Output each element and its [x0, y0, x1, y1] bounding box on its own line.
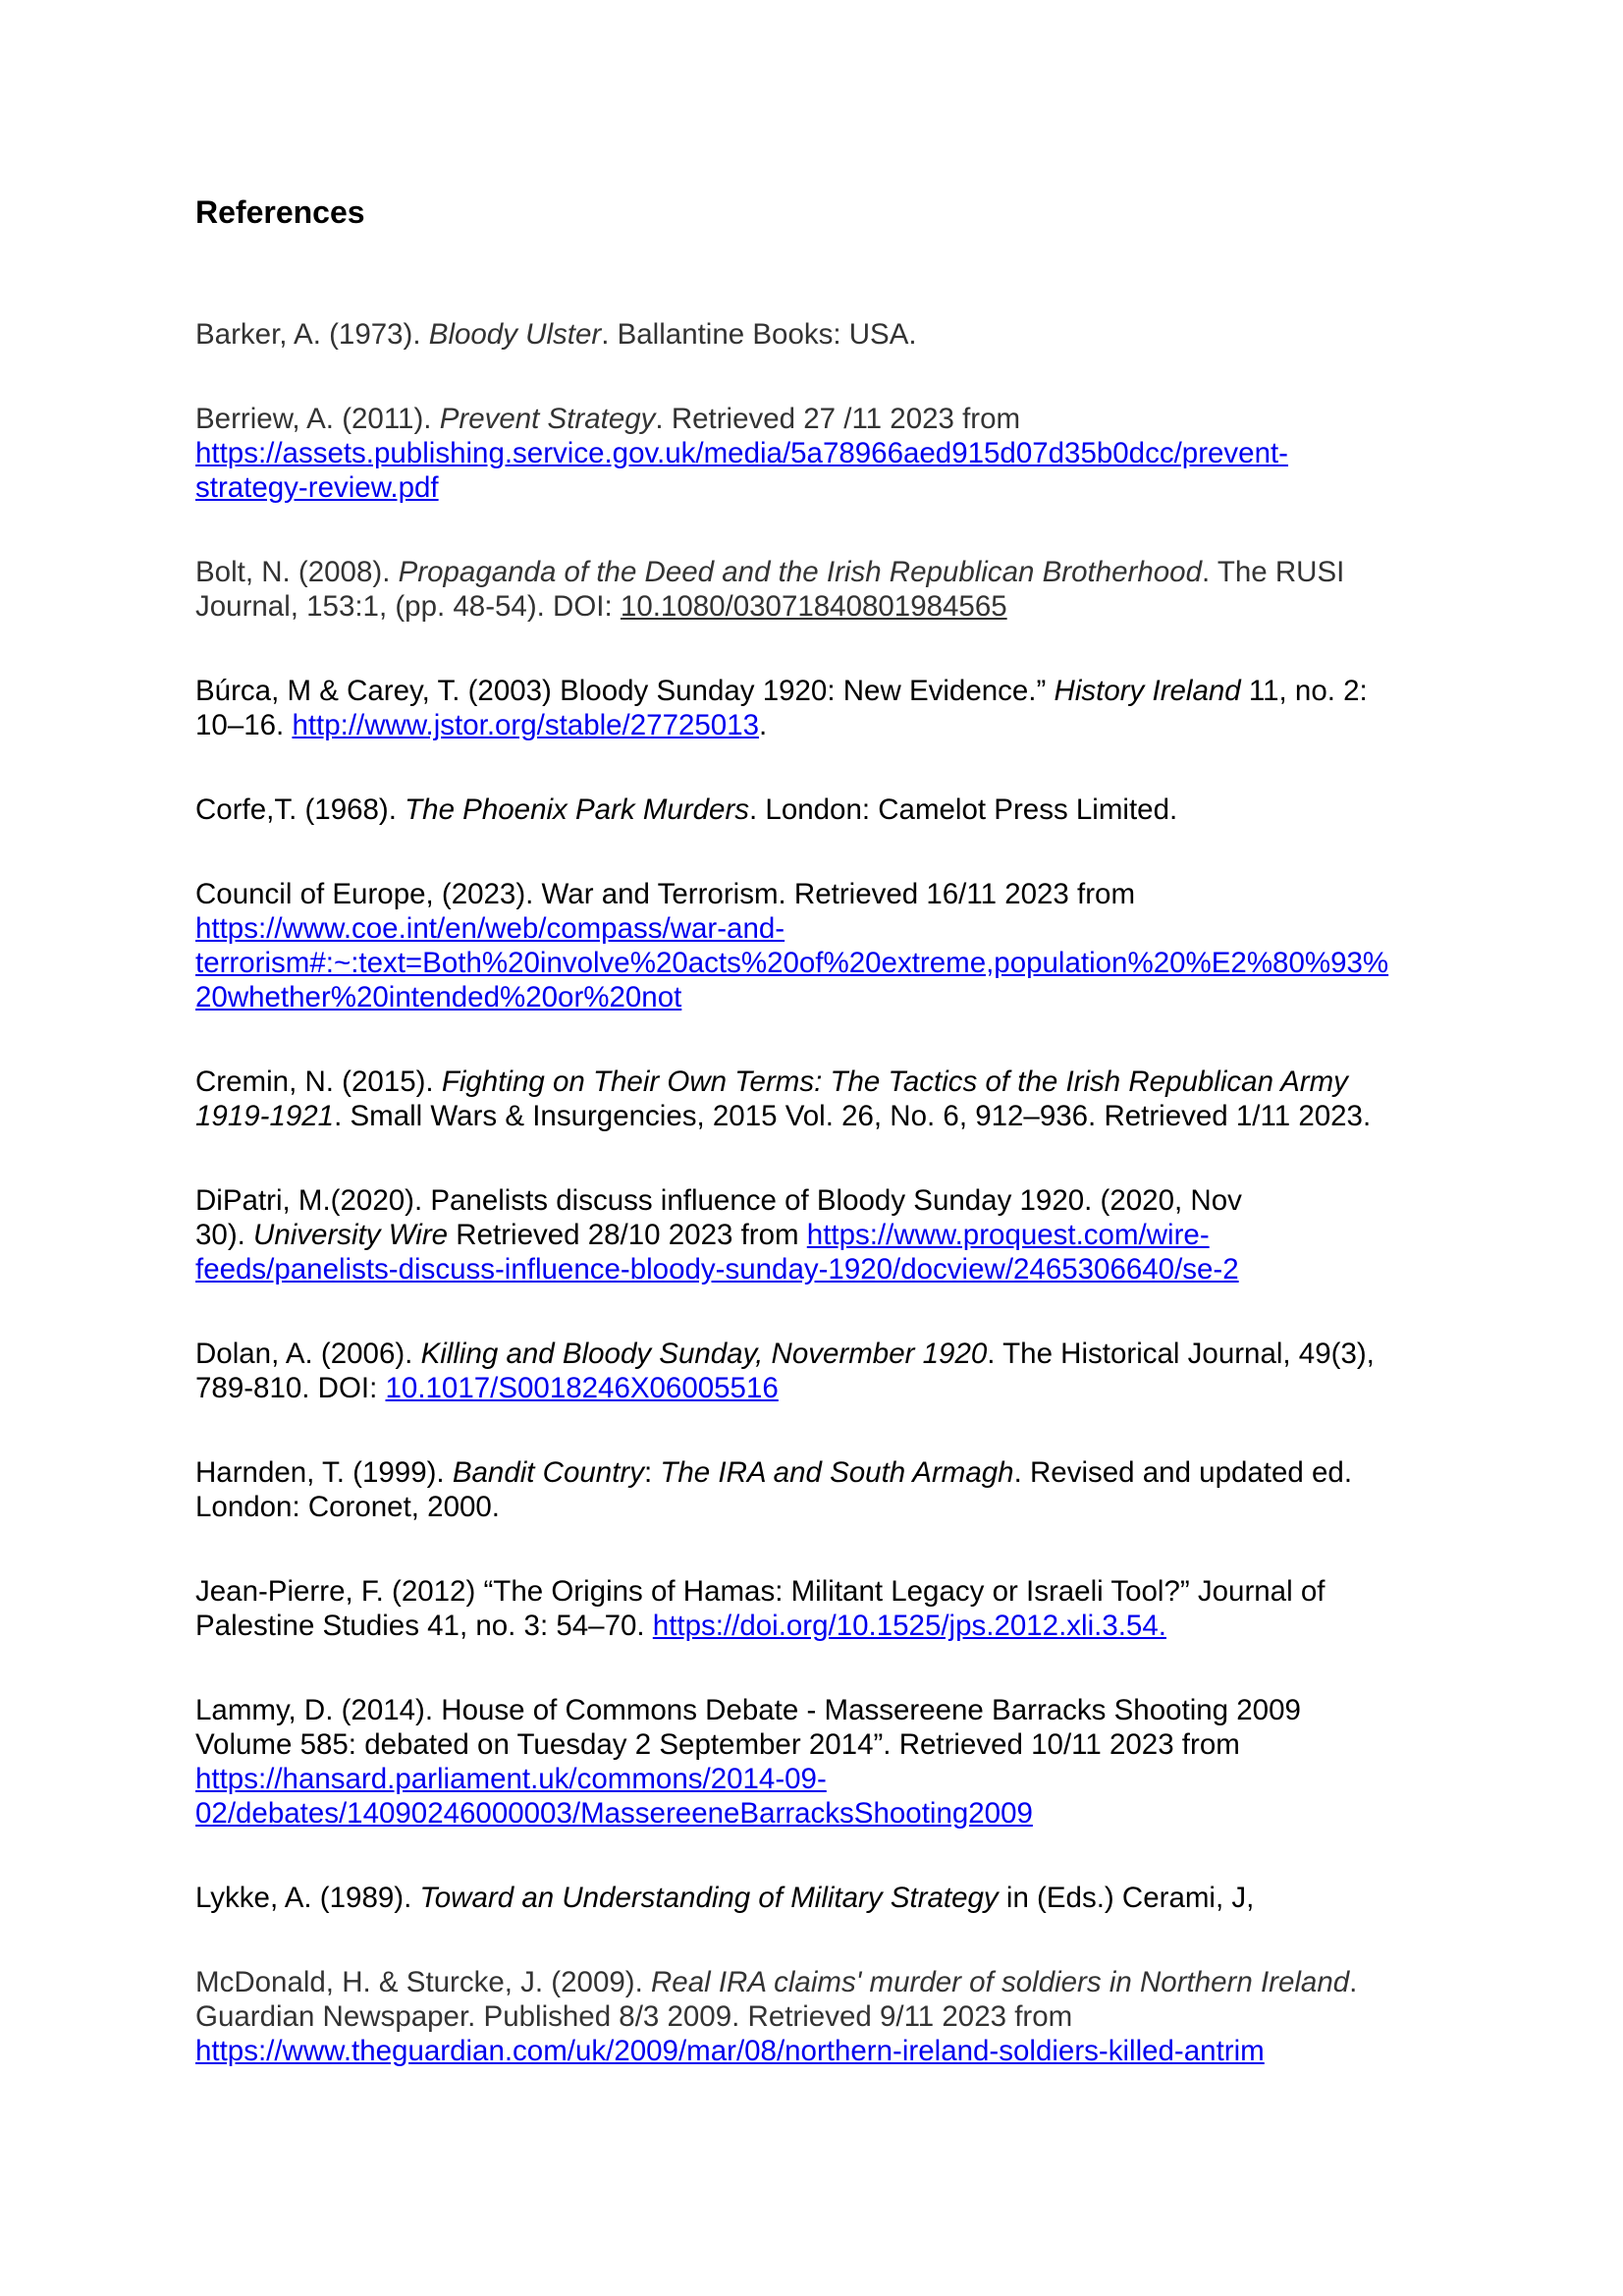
reference-link-continued[interactable]: strategy-review.pdf: [195, 471, 439, 504]
reference-entry-council-of-europe: Council of Europe, (2023). War and Terrorism. Retrieved 16/11 2023 from https://www.coe.int/en/web/compass/war-and- terrorism#:~:text=Both%20involve%20acts%20of%20extreme,population%20%E2%80%93% 20whether%20intended%20or%20not: [195, 878, 1389, 1013]
reference-entry-berriew: Berriew, A. (2011). Prevent Strategy. Retrieved 27 /11 2023 from https://assets.publishing.service.gov.uk/media/5a78966aed915d07d35b0dcc/prevent- strategy-review.pdf: [195, 403, 1289, 504]
reference-title: Toward an Understanding of Military Strategy: [419, 1882, 999, 1914]
reference-entry-lykke: Lykke, A. (1989). Toward an Understanding of Military Strategy in (Eds.) Cerami, J,: [195, 1882, 1255, 1914]
reference-title: Bandit Country: [452, 1456, 644, 1489]
reference-entry-burca: Búrca, M & Carey, T. (2003) Bloody Sunday 1920: New Evidence.” History Ireland 11, no. 2: 10–16. http://www.jstor.org/stable/27725013.: [195, 675, 1368, 741]
reference-link[interactable]: https://www.theguardian.com/uk/2009/mar/08/northern-ireland-soldiers-killed-antrim: [195, 2035, 1265, 2067]
reference-link[interactable]: https://www.coe.int/en/web/compass/war-and-: [195, 912, 785, 945]
references-heading: References: [195, 194, 365, 230]
reference-entry-dipatri: DiPatri, M.(2020). Panelists discuss influence of Bloody Sunday 1920. (2020, Nov 30). University Wire Retrieved 28/10 2023 from https://www.proquest.com/wire- feeds/panelists-discuss-influence-bloody-sunday-1920/docview/2465306640/se-2: [195, 1184, 1242, 1285]
reference-doi-link[interactable]: https://doi.org/10.1525/jps.2012.xli.3.54.: [652, 1610, 1166, 1642]
reference-title: Prevent Strategy: [439, 403, 656, 435]
reference-title: University Wire: [253, 1219, 449, 1251]
reference-entry-barker: Barker, A. (1973). Bloody Ulster. Ballantine Books: USA.: [195, 318, 917, 351]
reference-title: Fighting on Their Own Terms: The Tactics of the Irish Republican Army: [441, 1066, 1348, 1098]
reference-title: The Phoenix Park Murders: [405, 793, 750, 826]
reference-entry-jean-pierre: Jean-Pierre, F. (2012) “The Origins of Hamas: Militant Legacy or Israeli Tool?” Journal of Palestine Studies 41, no. 3: 54–70. https://doi.org/10.1525/jps.2012.xli.3.54.: [195, 1575, 1325, 1642]
reference-title: Propaganda of the Deed and the Irish Republican Brotherhood: [398, 556, 1202, 588]
reference-entry-harnden: Harnden, T. (1999). Bandit Country: The IRA and South Armagh. Revised and updated ed. London: Coronet, 2000.: [195, 1456, 1353, 1523]
reference-entry-lammy: Lammy, D. (2014). House of Commons Debate - Massereene Barracks Shooting 2009 Volume 585: debated on Tuesday 2 September 2014”. Retrieved 10/11 2023 from https://hansard.parliament.uk/commons/2014-09- 02/debates/14090246000003/MassereeneBarracksShooting2009: [195, 1694, 1301, 1830]
reference-link[interactable]: http://www.jstor.org/stable/27725013: [292, 709, 760, 741]
reference-title: History Ireland: [1054, 675, 1241, 707]
reference-link[interactable]: https://hansard.parliament.uk/commons/2014-09-: [195, 1763, 827, 1795]
reference-link-continued[interactable]: 20whether%20intended%20or%20not: [195, 981, 682, 1013]
reference-entry-bolt: Bolt, N. (2008). Propaganda of the Deed and the Irish Republican Brotherhood. The RUSI Journal, 153:1, (pp. 48-54). DOI: 10.1080/03071840801984565: [195, 556, 1345, 623]
reference-doi[interactable]: 10.1080/03071840801984565: [620, 590, 1007, 623]
reference-link-continued[interactable]: terrorism#:~:text=Both%20involve%20acts%20of%20extreme,population%20%E2%80%93%: [195, 947, 1389, 979]
reference-title: Killing and Bloody Sunday, Novermber 1920: [420, 1338, 988, 1370]
reference-subtitle: The IRA and South Armagh: [660, 1456, 1014, 1489]
reference-link-continued[interactable]: 02/debates/14090246000003/MassereeneBarracksShooting2009: [195, 1797, 1033, 1830]
reference-title-continued: 1919-1921: [195, 1100, 335, 1132]
reference-entry-dolan: Dolan, A. (2006). Killing and Bloody Sunday, Novermber 1920. The Historical Journal, 49(3), 789-810. DOI: 10.1017/S0018246X06005516: [195, 1338, 1375, 1404]
reference-link-continued[interactable]: feeds/panelists-discuss-influence-bloody-sunday-1920/docview/2465306640/se-2: [195, 1253, 1239, 1285]
reference-doi-link[interactable]: 10.1017/S0018246X06005516: [385, 1372, 779, 1404]
reference-link[interactable]: https://assets.publishing.service.gov.uk/media/5a78966aed915d07d35b0dcc/prevent-: [195, 437, 1289, 469]
reference-entry-corfe: Corfe,T. (1968). The Phoenix Park Murders. London: Camelot Press Limited.: [195, 793, 1178, 826]
reference-entry-mcdonald: McDonald, H. & Sturcke, J. (2009). Real IRA claims' murder of soldiers in Northern Ireland. Guardian Newspaper. Published 8/3 2009. Retrieved 9/11 2023 from https://www.theguardian.com/uk/2009/mar/08/northern-ireland-soldiers-killed-antrim: [195, 1966, 1358, 2067]
reference-title: Real IRA claims' murder of soldiers in Northern Ireland: [650, 1966, 1350, 1998]
reference-entry-cremin: Cremin, N. (2015). Fighting on Their Own Terms: The Tactics of the Irish Republican Army 1919-1921. Small Wars & Insurgencies, 2015 Vol. 26, No. 6, 912–936. Retrieved 1/11 2023.: [195, 1066, 1372, 1132]
reference-link[interactable]: https://www.proquest.com/wire-: [806, 1219, 1210, 1251]
reference-title: Bloody Ulster: [428, 318, 602, 351]
reference-list: [195, 317, 1472, 2118]
